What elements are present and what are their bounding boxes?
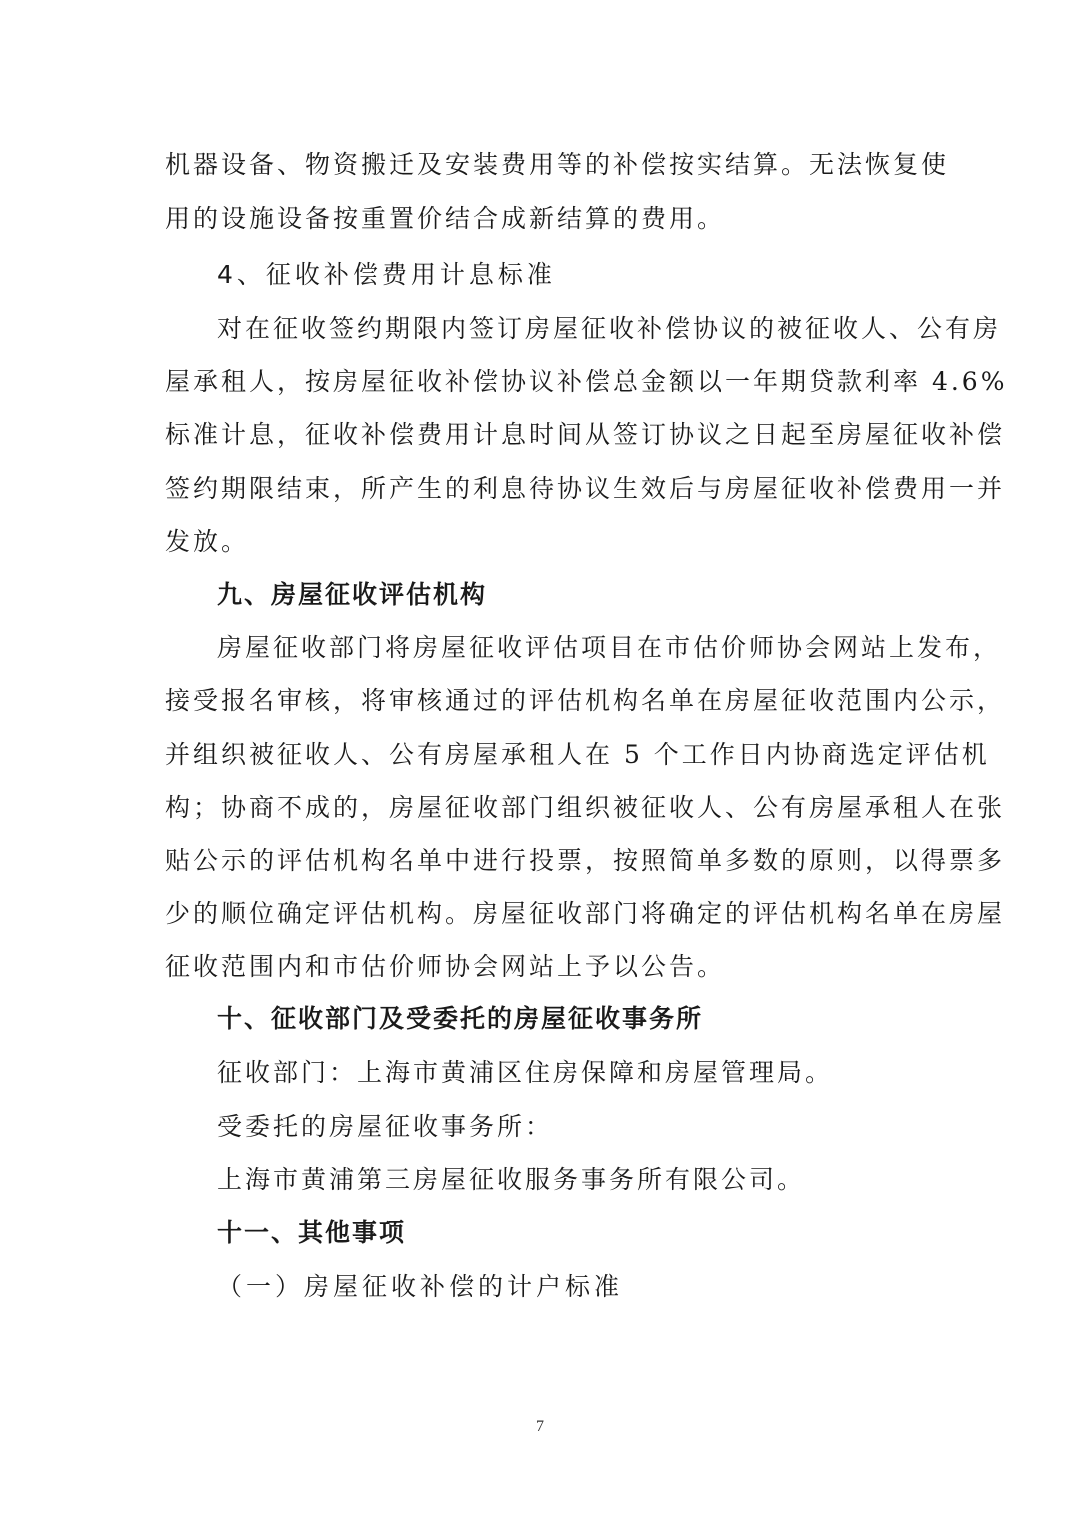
paragraph-line: 构；协商不成的，房屋征收部门组织被征收人、公有房屋承租人在张 <box>165 793 1006 822</box>
section-heading: 九、房屋征收评估机构 <box>217 580 488 609</box>
paragraph-line: 屋承租人，按房屋征收补偿协议补偿总金额以一年期贷款利率 4.6% <box>165 367 1008 396</box>
section-heading: 十一、其他事项 <box>217 1218 407 1247</box>
paragraph-line: 征收部门：上海市黄浦区住房保障和房屋管理局。 <box>217 1058 834 1087</box>
paragraph-line: 受委托的房屋征收事务所： <box>217 1112 554 1141</box>
paragraph-line: 机器设备、物资搬迁及安装费用等的补偿按实结算。无法恢复使 <box>165 150 950 179</box>
paragraph-line: 标准计息，征收补偿费用计息时间从签订协议之日起至房屋征收补偿 <box>165 420 1006 449</box>
paragraph-line: 少的顺位确定评估机构。房屋征收部门将确定的评估机构名单在房屋 <box>165 899 1006 928</box>
paragraph-line: 房屋征收部门将房屋征收评估项目在市估价师协会网站上发布， <box>217 633 1002 662</box>
paragraph-line: 发放。 <box>165 527 250 556</box>
section-heading: 十、征收部门及受委托的房屋征收事务所 <box>217 1004 704 1033</box>
paragraph-line: 贴公示的评估机构名单中进行投票，按照简单多数的原则，以得票多 <box>165 846 1006 875</box>
paragraph-line: 征收范围内和市估价师协会网站上予以公告。 <box>165 952 726 981</box>
paragraph-line: 对在征收签约期限内签订房屋征收补偿协议的被征收人、公有房 <box>217 314 1002 343</box>
paragraph-line: 上海市黄浦第三房屋征收服务事务所有限公司。 <box>217 1165 806 1194</box>
page-number: 7 <box>536 1418 544 1435</box>
paragraph-line: 并组织被征收人、公有房屋承租人在 5 个工作日内协商选定评估机 <box>165 740 990 769</box>
paragraph-line: 用的设施设备按重置价结合成新结算的费用。 <box>165 204 726 233</box>
section-subheading: 4、征收补偿费用计息标准 <box>217 260 556 289</box>
paragraph-line: 接受报名审核，将审核通过的评估机构名单在房屋征收范围内公示， <box>165 686 1006 715</box>
paragraph-line: 签约期限结束，所产生的利息待协议生效后与房屋征收补偿费用一并 <box>165 474 1006 503</box>
section-subheading: （一）房屋征收补偿的计户标准 <box>217 1272 624 1301</box>
